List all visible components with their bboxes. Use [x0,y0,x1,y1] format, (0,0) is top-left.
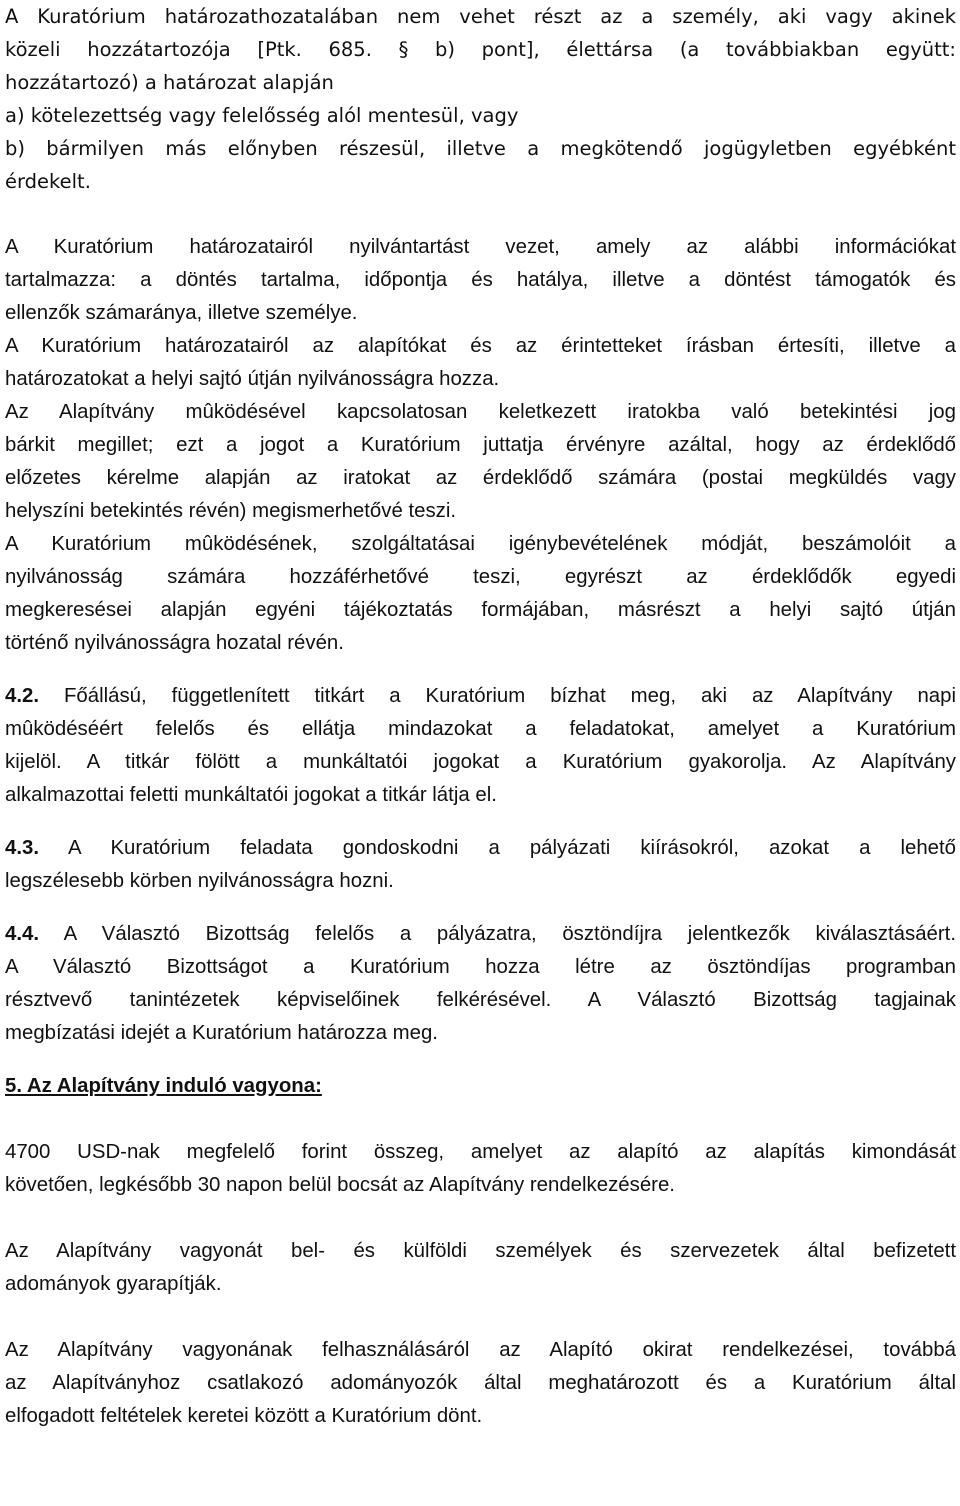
text-line: A Választó Bizottságot a Kuratórium hozza létre az ösztöndíjas programban [5,956,956,978]
paragraph-asset-usage [5,1334,956,1433]
text-line: kijelöl. A titkár fölött a munkáltatói jogokat a Kuratórium gyakorolja. Az Alapítvány [5,751,956,773]
text-line: b) bármilyen más előnyben részesül, illetve a megkötendő jogügyletben egyébként [5,137,956,160]
spacer [5,812,956,832]
text-line [5,680,956,713]
spacer [5,198,956,231]
text-line: az Alapítványhoz csatlakozó adományozók által meghatározott és a Kuratórium által [5,1372,956,1394]
paragraph-conflict-of-interest [5,0,956,198]
paragraph-decision-notification [5,330,956,396]
text-line: alkalmazottai feletti munkáltatói jogokat a titkár látja el. [5,784,497,806]
spacer [5,1103,956,1136]
text-line: résztvevő tanintézetek képviselőinek felkérésével. A Választó Bizottság tagjainak [5,989,956,1011]
text-line: A Kuratórium határozatairól nyilvántartást vezet, amely az alábbi információkat [5,236,956,258]
text-line: tartalmazza: a döntés tartalma, időpontja és hatálya, illetve a döntést támogatók és [5,269,956,291]
text-line: határozatokat a helyi sajtó útján nyilvánosságra hozza. [5,368,500,390]
text-line: mûködéséért felelős és ellátja mindazokat a feladatokat, amelyet a Kuratórium [5,718,956,740]
section-number: 4.3. [5,837,40,859]
text-line: Az Alapítvány vagyonának felhasználásáról az Alapító okirat rendelkezései, továbbá [5,1339,956,1361]
paragraph-initial-assets [5,1136,956,1202]
text-line [5,832,956,865]
paragraph-document-access [5,396,956,528]
text-line: elfogadott feltételek keretei között a Kuratórium dönt. [5,1405,483,1427]
text-line: helyszíni betekintés révén) megismerhetővé teszi. [5,500,457,522]
section-4-2 [5,680,956,812]
text-line: a) kötelezettség vagy felelősség alól mentesül, vagy [5,104,519,127]
text-line: nyilvánosság számára hozzáférhetővé teszi, egyrészt az érdeklődők egyedi [5,566,956,588]
paragraph-publicity [5,528,956,660]
section-text: A Kuratórium feladata gondoskodni a pályázati kiírásokról, azokat a lehető [67,837,957,859]
spacer [5,1301,956,1334]
paragraph-decision-register [5,231,956,330]
text-line: követően, legkésőbb 30 napon belül bocsát az Alapítvány rendelkezésére. [5,1174,675,1196]
text-line: legszélesebb körben nyilvánosságra hozni. [5,870,394,892]
text-line: megbízatási idejét a Kuratórium határozza meg. [5,1022,438,1044]
text-line: Az Alapítvány mûködésével kapcsolatosan keletkezett iratokba való betekintési jog [5,401,956,423]
text-line: A Kuratórium mûködésének, szolgáltatásai igénybevételének módját, beszámolóit a [5,533,956,555]
text-line: előzetes kérelme alapján az iratokat az érdeklődő számára (postai megküldés vagy [5,467,956,489]
text-line: adományok gyarapítják. [5,1273,222,1295]
section-text: Főállású, függetlenített titkárt a Kuratórium bízhat meg, aki az Alapítvány napi [63,685,956,707]
text-line: bárkit megillet; ezt a jogot a Kuratórium juttatja érvényre azáltal, hogy az érdeklődő [5,434,956,456]
section-heading: 5. Az Alapítvány induló vagyona: [5,1075,322,1097]
text-line: történő nyilvánosságra hozatal révén. [5,632,344,654]
text-line: közeli hozzátartozója [Ptk. 685. § b) pont], élettársa (a továbbiakban együtt: [5,38,956,61]
section-5-heading-block [5,1070,956,1103]
text-line: ellenzők számaránya, illetve személye. [5,302,358,324]
text-line: érdekelt. [5,170,91,193]
section-4-3 [5,832,956,898]
paragraph-donations [5,1235,956,1301]
spacer [5,660,956,680]
section-number: 4.2. [5,685,40,707]
spacer [5,1050,956,1070]
text-line [5,918,956,951]
text-line: 4700 USD-nak megfelelő forint összeg, amelyet az alapító az alapítás kimondását [5,1141,956,1163]
text-line: Az Alapítvány vagyonát bel- és külföldi személyek és szervezetek által befizetett [5,1240,956,1262]
text-line: A Kuratórium határozatairól az alapítókat és az érintetteket írásban értesíti, illetve a [5,335,956,357]
text-line: hozzátartozó) a határozat alapján [5,71,334,94]
spacer [5,898,956,918]
section-number: 4.4. [5,923,40,945]
section-4-4 [5,918,956,1050]
text-line: megkeresései alapján egyéni tájékoztatás formájában, másrészt a helyi sajtó útján [5,599,956,621]
section-text: A Választó Bizottság felelős a pályázatra, ösztöndíjra jelentkezők kiválasztásáért. [63,923,956,945]
text-line: A Kuratórium határozathozatalában nem vehet részt az a személy, aki vagy akinek [5,5,956,28]
spacer [5,1202,956,1235]
